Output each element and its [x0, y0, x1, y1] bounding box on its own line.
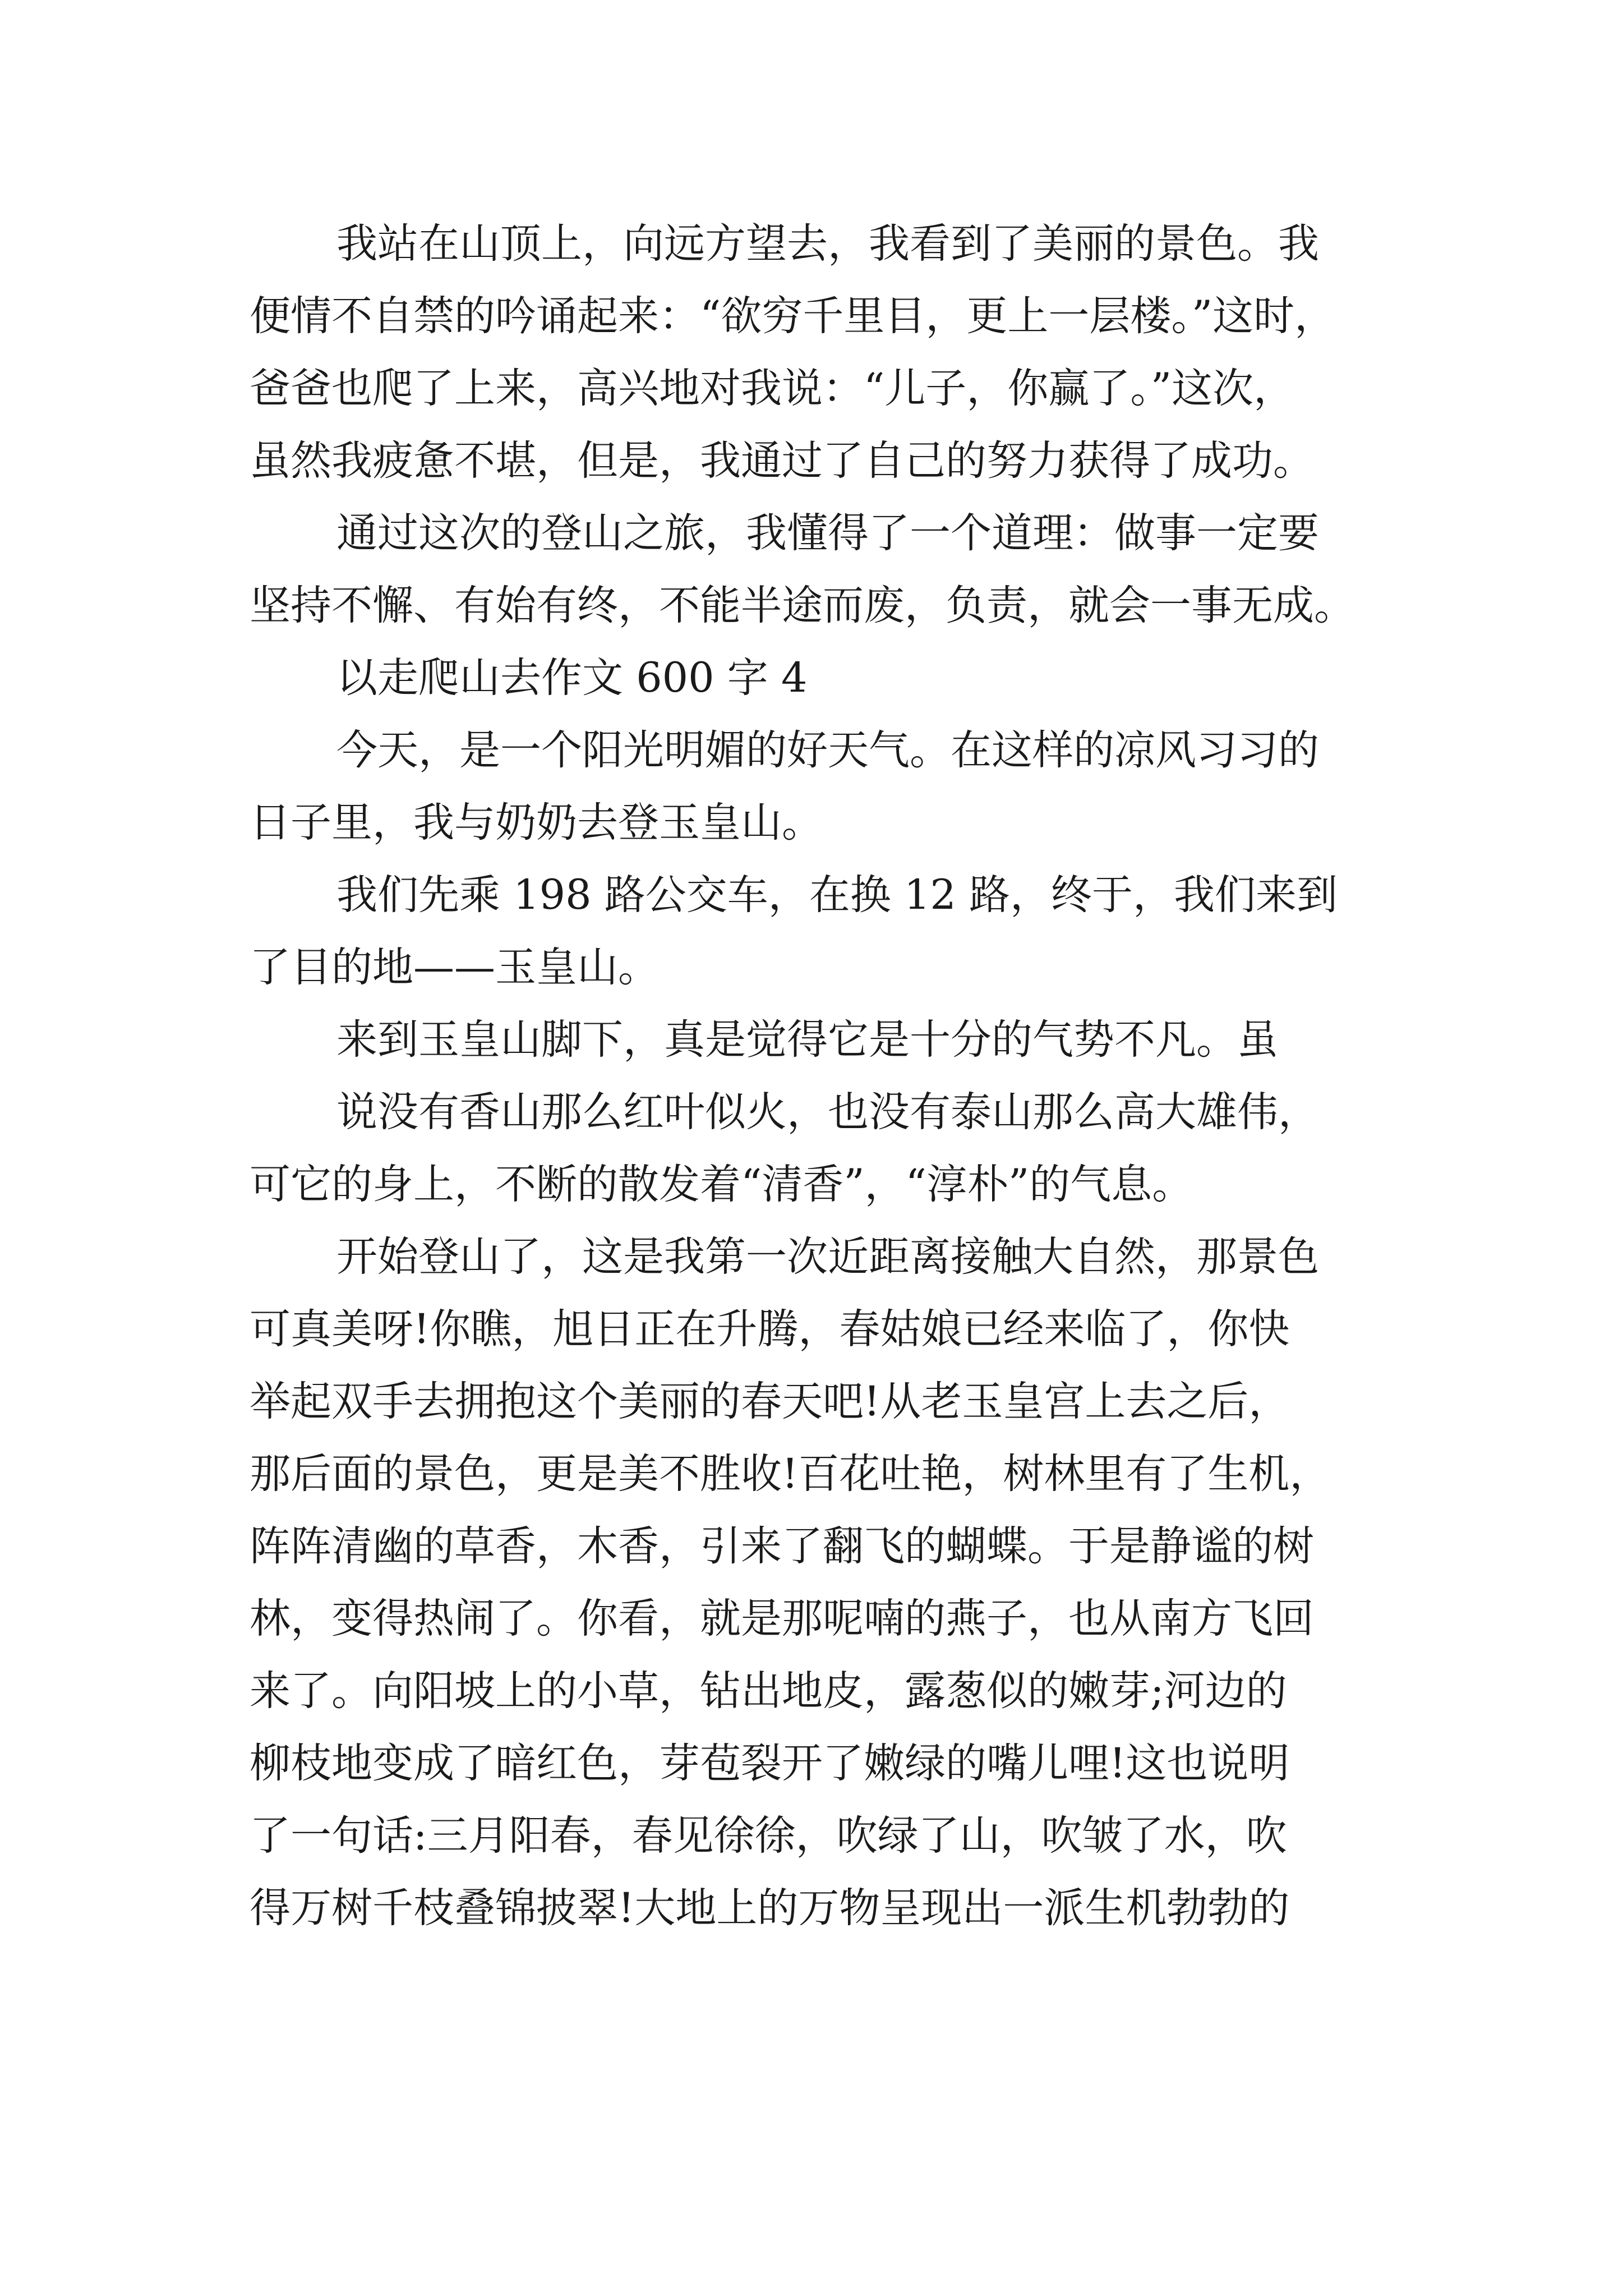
- text-line: 来到玉皇山脚下，真是觉得它是十分的气势不凡。虽: [336, 1016, 1278, 1064]
- text-line: 通过这次的登山之旅，我懂得了一个道理：做事一定要: [336, 509, 1319, 557]
- text-line: 日子里，我与奶奶去登玉皇山。: [250, 799, 823, 846]
- text-line: 阵阵清幽的草香，木香，引来了翻飞的蝴蝶。于是静谧的树: [250, 1522, 1314, 1570]
- text-line: 说没有香山那么红叶似火，也没有泰山那么高大雄伟，: [336, 1088, 1319, 1136]
- text-line: 便情不自禁的吟诵起来：“欲穷千里目，更上一层楼。”这时，: [250, 292, 1336, 340]
- text-line: 今天，是一个阳光明媚的好天气。在这样的凉风习习的: [336, 726, 1319, 774]
- text-line: 坚持不懈、有始有终，不能半途而废，负责，就会一事无成。: [250, 582, 1355, 629]
- text-line: 爸爸也爬了上来，高兴地对我说：“儿子，你赢了。”这次，: [250, 365, 1295, 412]
- text-line: 可它的身上，不断的散发着“清香”，“淳朴”的气息。: [250, 1161, 1193, 1208]
- text-line: 开始登山了，这是我第一次近距离接触大自然，那景色: [336, 1233, 1319, 1281]
- text-line: 林，变得热闹了。你看，就是那呢喃的燕子，也从南方飞回: [250, 1595, 1314, 1642]
- text-line: 了一句话:三月阳春，春见徐徐，吹绿了山，吹皱了水，吹: [250, 1812, 1287, 1860]
- text-line: 举起双手去拥抱这个美丽的春天吧!从老玉皇宫上去之后，: [250, 1378, 1290, 1425]
- text-line: 虽然我疲惫不堪，但是，我通过了自己的努力获得了成功。: [250, 437, 1314, 485]
- text-line: 我站在山顶上，向远方望去，我看到了美丽的景色。我: [336, 220, 1319, 268]
- text-line: 我们先乘 198 路公交车，在换 12 路，终于，我们来到: [336, 871, 1338, 919]
- text-line: 柳枝地变成了暗红色，芽苞裂开了嫩绿的嘴儿哩!这也说明: [250, 1740, 1290, 1787]
- text-line: 来了。向阳坡上的小草，钻出地皮，露葱似的嫩芽;河边的: [250, 1667, 1287, 1715]
- section-heading: 以走爬山去作文 600 字 4: [336, 654, 808, 702]
- text-line: 了目的地——玉皇山。: [250, 944, 659, 991]
- text-line: 那后面的景色，更是美不胜收!百花吐艳，树林里有了生机，: [250, 1450, 1331, 1498]
- text-line: 得万树千枝叠锦披翠!大地上的万物呈现出一派生机勃勃的: [250, 1884, 1290, 1932]
- text-line: 可真美呀!你瞧，旭日正在升腾，春姑娘已经来临了，你快: [250, 1305, 1290, 1353]
